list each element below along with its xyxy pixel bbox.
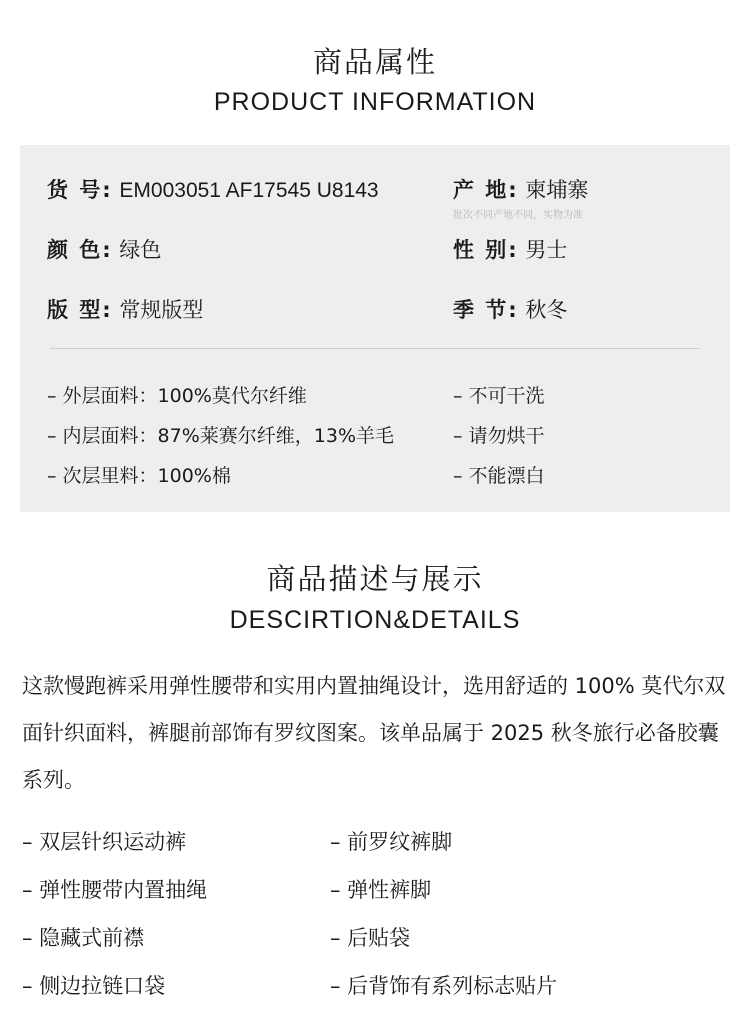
attr-color-label: 颜 色: <box>47 238 113 262</box>
care-item: – 不可干洗 <box>453 385 545 407</box>
feature-item: – 后背饰有系列标志贴片 <box>330 974 558 998</box>
attr-season <box>453 294 567 324</box>
attr-fit-value: 常规版型 <box>119 299 204 322</box>
panel-divider <box>50 348 700 349</box>
feature-item: – 后贴袋 <box>330 926 411 950</box>
attr-gender <box>453 234 567 264</box>
feature-item: – 弹性腰带内置抽绳 <box>22 878 208 902</box>
product-description: 这款慢跑裤采用弹性腰带和实用内置抽绳设计，选用舒适的 100% 莫代尔双面针织面料，裤腿前部饰有罗纹图案。该单品属于 2025 秋冬旅行必备胶囊系列。 <box>22 674 726 792</box>
feature-item: – 前罗纹裤脚 <box>330 830 453 854</box>
material-item: – 内层面料：87%莱赛尔纤维，13%羊毛 <box>47 425 395 447</box>
product-info-subtitle: PRODUCT INFORMATION <box>213 88 537 116</box>
care-item: – 不能漂白 <box>453 465 545 487</box>
care-item: – 请勿烘干 <box>453 425 545 447</box>
description-subtitle: DESCIRTION&DETAILS <box>229 606 521 634</box>
product-attributes-panel <box>20 145 730 512</box>
attr-origin-value: 柬埔寨 <box>525 179 589 202</box>
material-item: – 外层面料：100%莫代尔纤维 <box>47 385 307 407</box>
product-info-title: 商品属性 <box>312 45 437 79</box>
feature-item: – 弹性裤脚 <box>330 878 432 902</box>
origin-note: 批次不同产地不同，实物为准 <box>453 210 583 221</box>
attr-origin <box>453 174 588 204</box>
attr-item-no-label: 货 号: <box>47 178 113 202</box>
attr-color <box>47 234 161 264</box>
feature-item: – 侧边拉链口袋 <box>22 974 166 998</box>
attr-season-value: 秋冬 <box>525 299 568 322</box>
attr-gender-value: 男士 <box>525 239 568 262</box>
attr-origin-label: 产 地: <box>453 178 519 202</box>
attr-item-no <box>47 174 379 204</box>
attr-item-no-value: EM003051 AF17545 U8143 <box>119 179 379 202</box>
description-title: 商品描述与展示 <box>266 562 484 596</box>
attr-fit-label: 版 型: <box>47 298 113 322</box>
attr-gender-label: 性 别: <box>453 238 519 262</box>
feature-item: – 双层针织运动裤 <box>22 830 187 854</box>
material-item: – 次层里料：100%棉 <box>47 465 231 487</box>
feature-item: – 隐藏式前襟 <box>22 926 145 950</box>
attr-fit <box>47 294 203 324</box>
attr-color-value: 绿色 <box>119 239 162 262</box>
attr-season-label: 季 节: <box>453 298 519 322</box>
